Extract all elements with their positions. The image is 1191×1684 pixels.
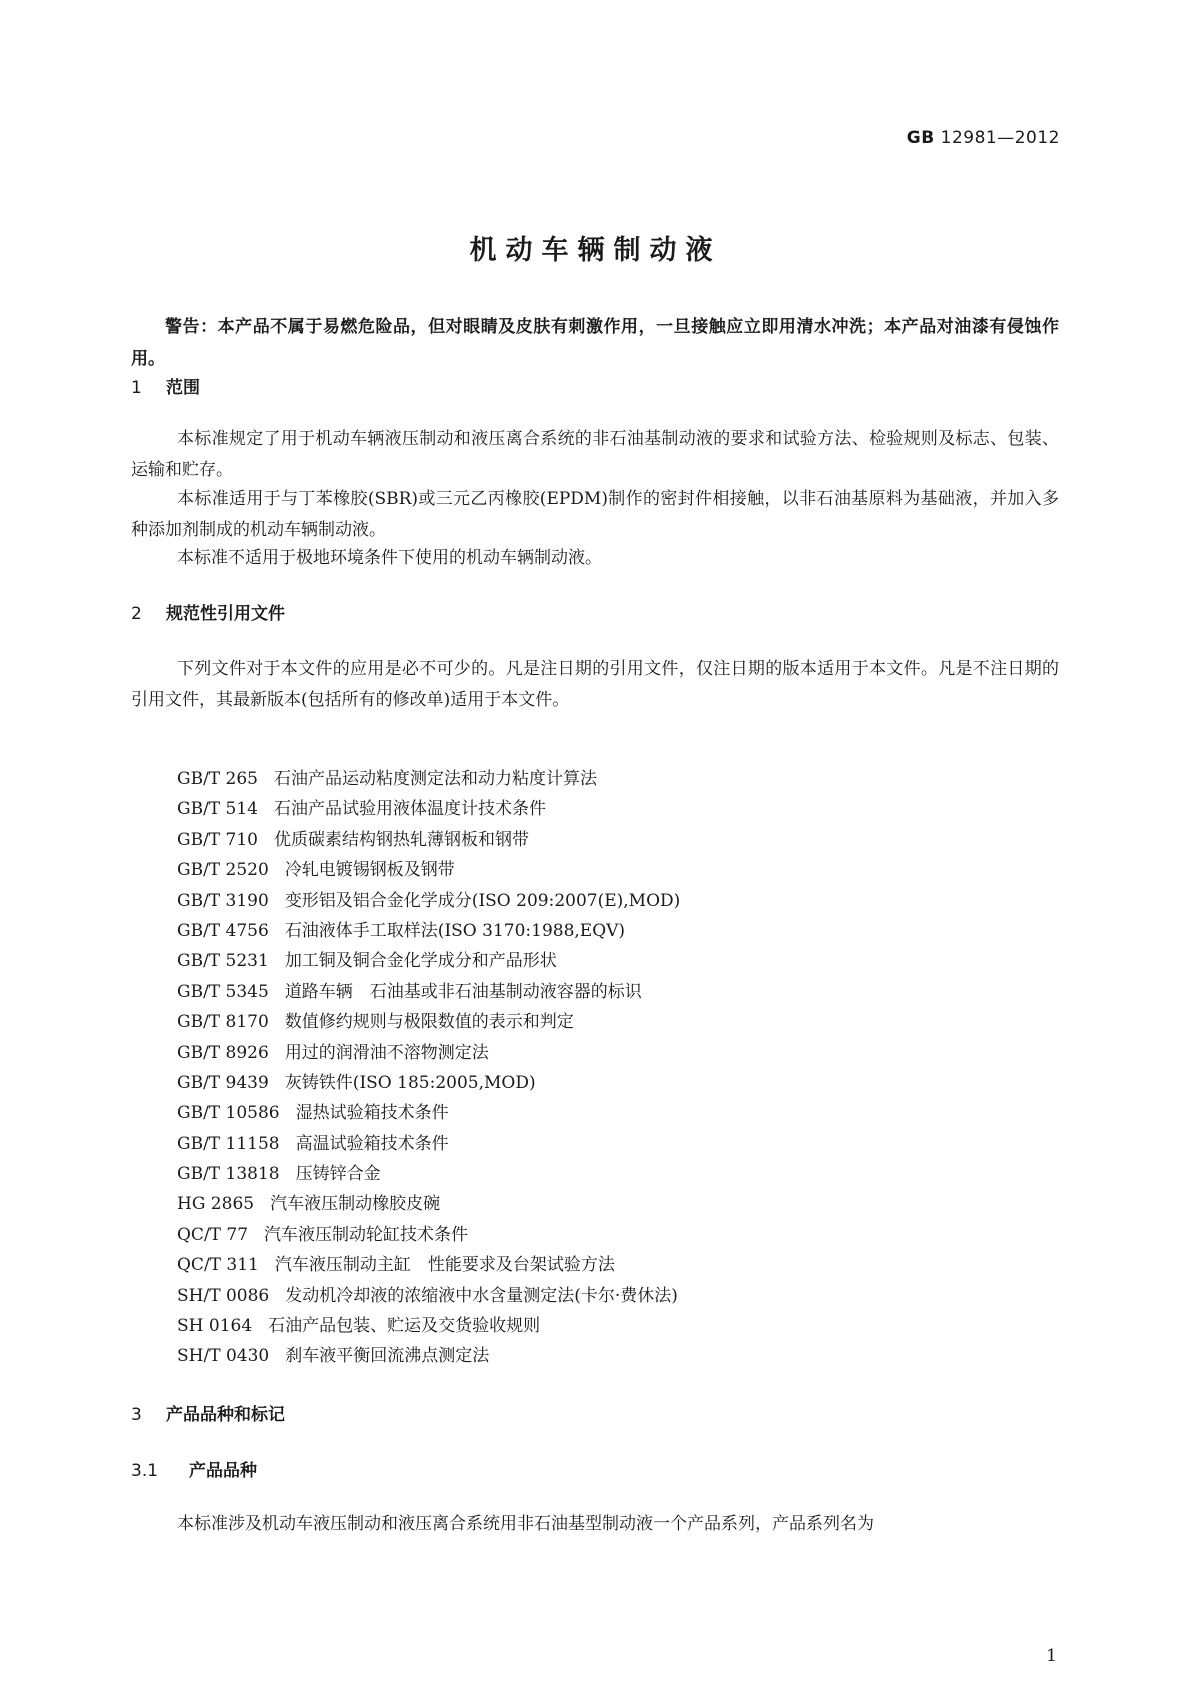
section-title: 规范性引用文件 [166, 604, 285, 624]
section-number: 3 [131, 1405, 142, 1425]
section-title: 范围 [166, 378, 200, 398]
reference-item [177, 946, 680, 976]
reference-item [177, 1220, 680, 1250]
reference-code: GB/T 5345 [177, 981, 269, 1002]
reference-code: GB/T 4756 [177, 920, 269, 941]
reference-title: 刹车液平衡回流沸点测定法 [285, 1346, 490, 1367]
reference-item [177, 764, 680, 794]
reference-item [177, 1068, 680, 1098]
reference-title: 压铸锌合金 [295, 1164, 381, 1185]
reference-title: 湿热试验箱技术条件 [295, 1103, 449, 1124]
section-title: 产品品种和标记 [166, 1405, 285, 1425]
section-3-1-heading [131, 1459, 257, 1483]
reference-item [177, 1098, 680, 1128]
reference-code: QC/T 77 [177, 1224, 249, 1245]
section-1-heading [131, 376, 200, 400]
reference-code: GB/T 514 [177, 799, 258, 820]
section-2-heading [131, 602, 285, 626]
reference-item [177, 1341, 680, 1371]
scope-paragraph-3: 本标准不适用于极地环境条件下使用的机动车辆制动液。 [177, 548, 602, 568]
section-number: 2 [131, 604, 142, 624]
section-3-heading [131, 1403, 285, 1427]
reference-code: GB/T 13818 [177, 1164, 280, 1185]
reference-item [177, 1038, 680, 1068]
reference-title: 加工铜及铜合金化学成分和产品形状 [284, 951, 557, 972]
reference-list [177, 764, 680, 1372]
reference-title: 优质碳素结构钢热轧薄钢板和钢带 [274, 829, 529, 850]
reference-title: 用过的润滑油不溶物测定法 [284, 1042, 489, 1063]
reference-item [177, 886, 680, 916]
reference-code: GB/T 5231 [177, 951, 269, 972]
reference-title: 冷轧电镀锡钢板及钢带 [284, 860, 455, 881]
reference-item [177, 825, 680, 855]
standard-code [907, 128, 1060, 148]
subsection-number: 3.1 [131, 1461, 159, 1481]
reference-code: GB/T 10586 [177, 1103, 280, 1124]
standard-prefix: GB [906, 128, 935, 148]
reference-title: 发动机冷却液的浓缩液中水含量测定法(卡尔·费休法) [285, 1285, 678, 1306]
standard-number: 12981—2012 [940, 128, 1060, 148]
reference-code: QC/T 311 [177, 1255, 259, 1276]
reference-item [177, 916, 680, 946]
reference-title: 汽车液压制动轮缸技术条件 [264, 1224, 469, 1245]
reference-item [177, 1311, 680, 1341]
reference-title: 石油液体手工取样法(ISO 3170:1988,EQV) [284, 920, 626, 941]
reference-code: GB/T 8926 [177, 1042, 269, 1063]
reference-title: 石油产品试验用液体温度计技术条件 [274, 799, 546, 820]
reference-code: HG 2865 [177, 1194, 255, 1215]
reference-item [177, 1281, 680, 1311]
section-number: 1 [131, 378, 142, 398]
reference-item [177, 1159, 680, 1189]
reference-title: 灰铸铁件(ISO 185:2005,MOD) [284, 1072, 536, 1093]
reference-title: 汽车液压制动橡胶皮碗 [270, 1194, 441, 1215]
reference-item [177, 1129, 680, 1159]
reference-title: 数值修约规则与极限数值的表示和判定 [284, 1012, 574, 1033]
reference-item [177, 1007, 680, 1037]
reference-code: GB/T 3190 [177, 890, 269, 911]
reference-title: 道路车辆 石油基或非石油基制动液容器的标识 [284, 981, 642, 1002]
reference-title: 高温试验箱技术条件 [295, 1133, 449, 1154]
reference-code: SH 0164 [177, 1316, 253, 1337]
reference-code: GB/T 8170 [177, 1012, 269, 1033]
reference-code: GB/T 710 [177, 829, 258, 850]
references-intro: 下列文件对于本文件的应用是必不可少的。凡是注日期的引用文件，仅注日期的版本适用于本文件。凡是不注日期的引用文件，其最新版本(包括所有的修改单)适用于本文件。 [131, 659, 1059, 710]
reference-item [177, 1189, 680, 1219]
reference-item [177, 977, 680, 1007]
reference-code: GB/T 265 [177, 769, 258, 789]
reference-code: GB/T 11158 [177, 1133, 280, 1154]
reference-title: 变形铝及铝合金化学成分(ISO 209:2007(E),MOD) [284, 890, 681, 911]
scope-paragraph-1: 本标准规定了用于机动车辆液压制动和液压离合系统的非石油基制动液的要求和试验方法、检验规则及标志、包装、运输和贮存。 [131, 429, 1059, 480]
reference-title: 汽车液压制动主缸 性能要求及台架试验方法 [274, 1255, 615, 1276]
page-number: 1 [1046, 1646, 1057, 1666]
subsection-title: 产品品种 [189, 1461, 257, 1481]
reference-item [177, 794, 680, 824]
reference-code: SH/T 0430 [177, 1346, 270, 1367]
reference-title: 石油产品运动粘度测定法和动力粘度计算法 [274, 769, 597, 789]
document-title: 机动车辆制动液 [469, 235, 722, 266]
product-variety-paragraph: 本标准涉及机动车液压制动和液压离合系统用非石油基型制动液一个产品系列，产品系列名为 [177, 1514, 874, 1534]
reference-item [177, 855, 680, 885]
warning-notice: 警告：本产品不属于易燃危险品，但对眼睛及皮肤有刺激作用，一旦接触应立即用清水冲洗；本产品对油漆有侵蚀作用。 [131, 317, 1059, 369]
reference-code: SH/T 0086 [177, 1285, 270, 1306]
scope-paragraph-2: 本标准适用于与丁苯橡胶(SBR)或三元乙丙橡胶(EPDM)制作的密封件相接触，以非石油基原料为基础液，并加入多种添加剂制成的机动车辆制动液。 [131, 489, 1059, 540]
reference-code: GB/T 2520 [177, 860, 269, 881]
reference-item [177, 1250, 680, 1280]
reference-title: 石油产品包装、贮运及交货验收规则 [268, 1316, 541, 1337]
reference-code: GB/T 9439 [177, 1072, 269, 1093]
